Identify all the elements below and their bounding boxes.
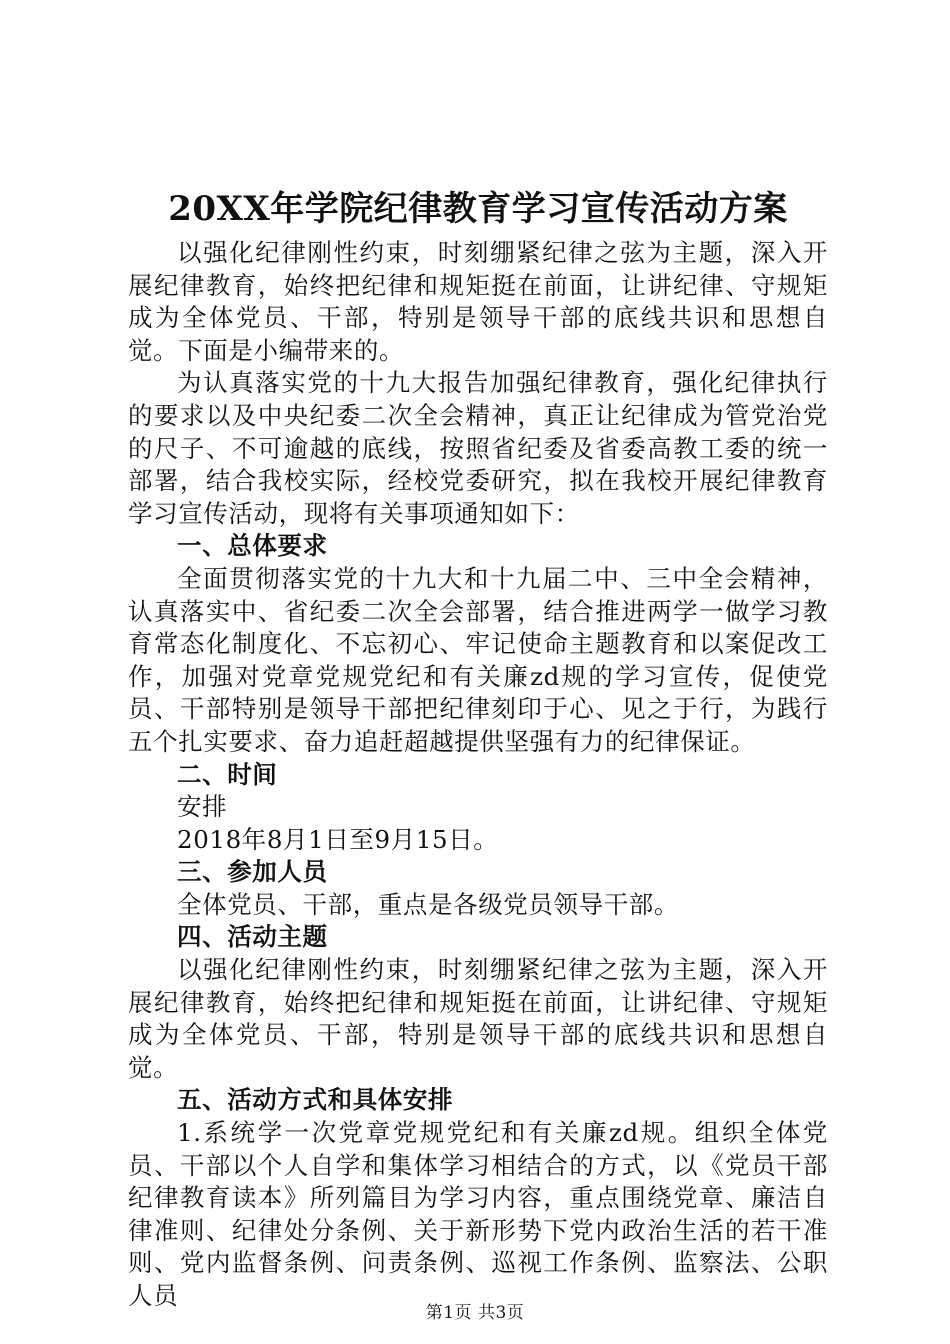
page-footer: 第1页 共3页 [425, 1303, 525, 1323]
document-page [128, 185, 828, 1313]
time-arrangement-label: 安排 [177, 792, 228, 822]
overall-requirements-paragraph: 全面贯彻落实党的十九大和十九届二中、三中全会精神，认真落实中、省纪委二次全会部署，结合推进两学一做学习教育常态化制度化、不忘初心、牢记使命主题教育和以案促改工作，加强对党章党规党纪和有关廉zd规的学习宣传，促使党员、干部特别是领导干部把纪律刻印于心、见之于行，为践行五个扎实要求、奋力追赶超越提供坚强有力的纪律保证。 [128, 563, 828, 756]
activity-methods-paragraph: 1.系统学一次党章党规党纪和有关廉zd规。组织全体党员、干部以个人自学和集体学习相结合的方式，以《党员干部纪律教育读本》所列篇目为学习内容，重点围绕党章、廉洁自律准则、纪律处分条例、关于新形势下党内政治生活的若干准则、党内监督条例、问责条例、巡视工作条例、监察法、公职人员 [128, 1118, 828, 1310]
section-heading-overall-requirements: 一、总体要求 [177, 531, 328, 561]
activity-theme-paragraph: 以强化纪律刚性约束，时刻绷紧纪律之弦为主题，深入开展纪律教育，始终把纪律和规矩挺在前面，让讲纪律、守规矩成为全体党员、干部，特别是领导干部的底线共识和思想自觉。 [128, 955, 828, 1082]
section-heading-activity-methods: 五、活动方式和具体安排 [177, 1085, 454, 1115]
document-title: 20XX年学院纪律教育学习宣传活动方案 [168, 189, 788, 229]
intro-paragraph: 以强化纪律刚性约束，时刻绷紧纪律之弦为主题，深入开展纪律教育，始终把纪律和规矩挺在前面，让讲纪律、守规矩成为全体党员、干部，特别是领导干部的底线共识和思想自觉。下面是小编带来的。 [128, 238, 828, 365]
notice-paragraph: 为认真落实党的十九大报告加强纪律教育，强化纪律执行的要求以及中央纪委二次全会精神，真正让纪律成为管党治党的尺子、不可逾越的底线，按照省纪委及省委高教工委的统一部署，结合我校实际，经校党委研究，拟在我校开展纪律教育学习宣传活动，现将有关事项通知如下： [128, 368, 828, 528]
participants-paragraph: 全体党员、干部，重点是各级党员领导干部。 [177, 889, 679, 919]
section-heading-time: 二、时间 [177, 759, 278, 789]
section-heading-participants: 三、参加人员 [177, 857, 328, 887]
time-range-paragraph: 2018年8月1日至9月15日。 [177, 824, 499, 854]
section-heading-activity-theme: 四、活动主题 [177, 922, 328, 952]
